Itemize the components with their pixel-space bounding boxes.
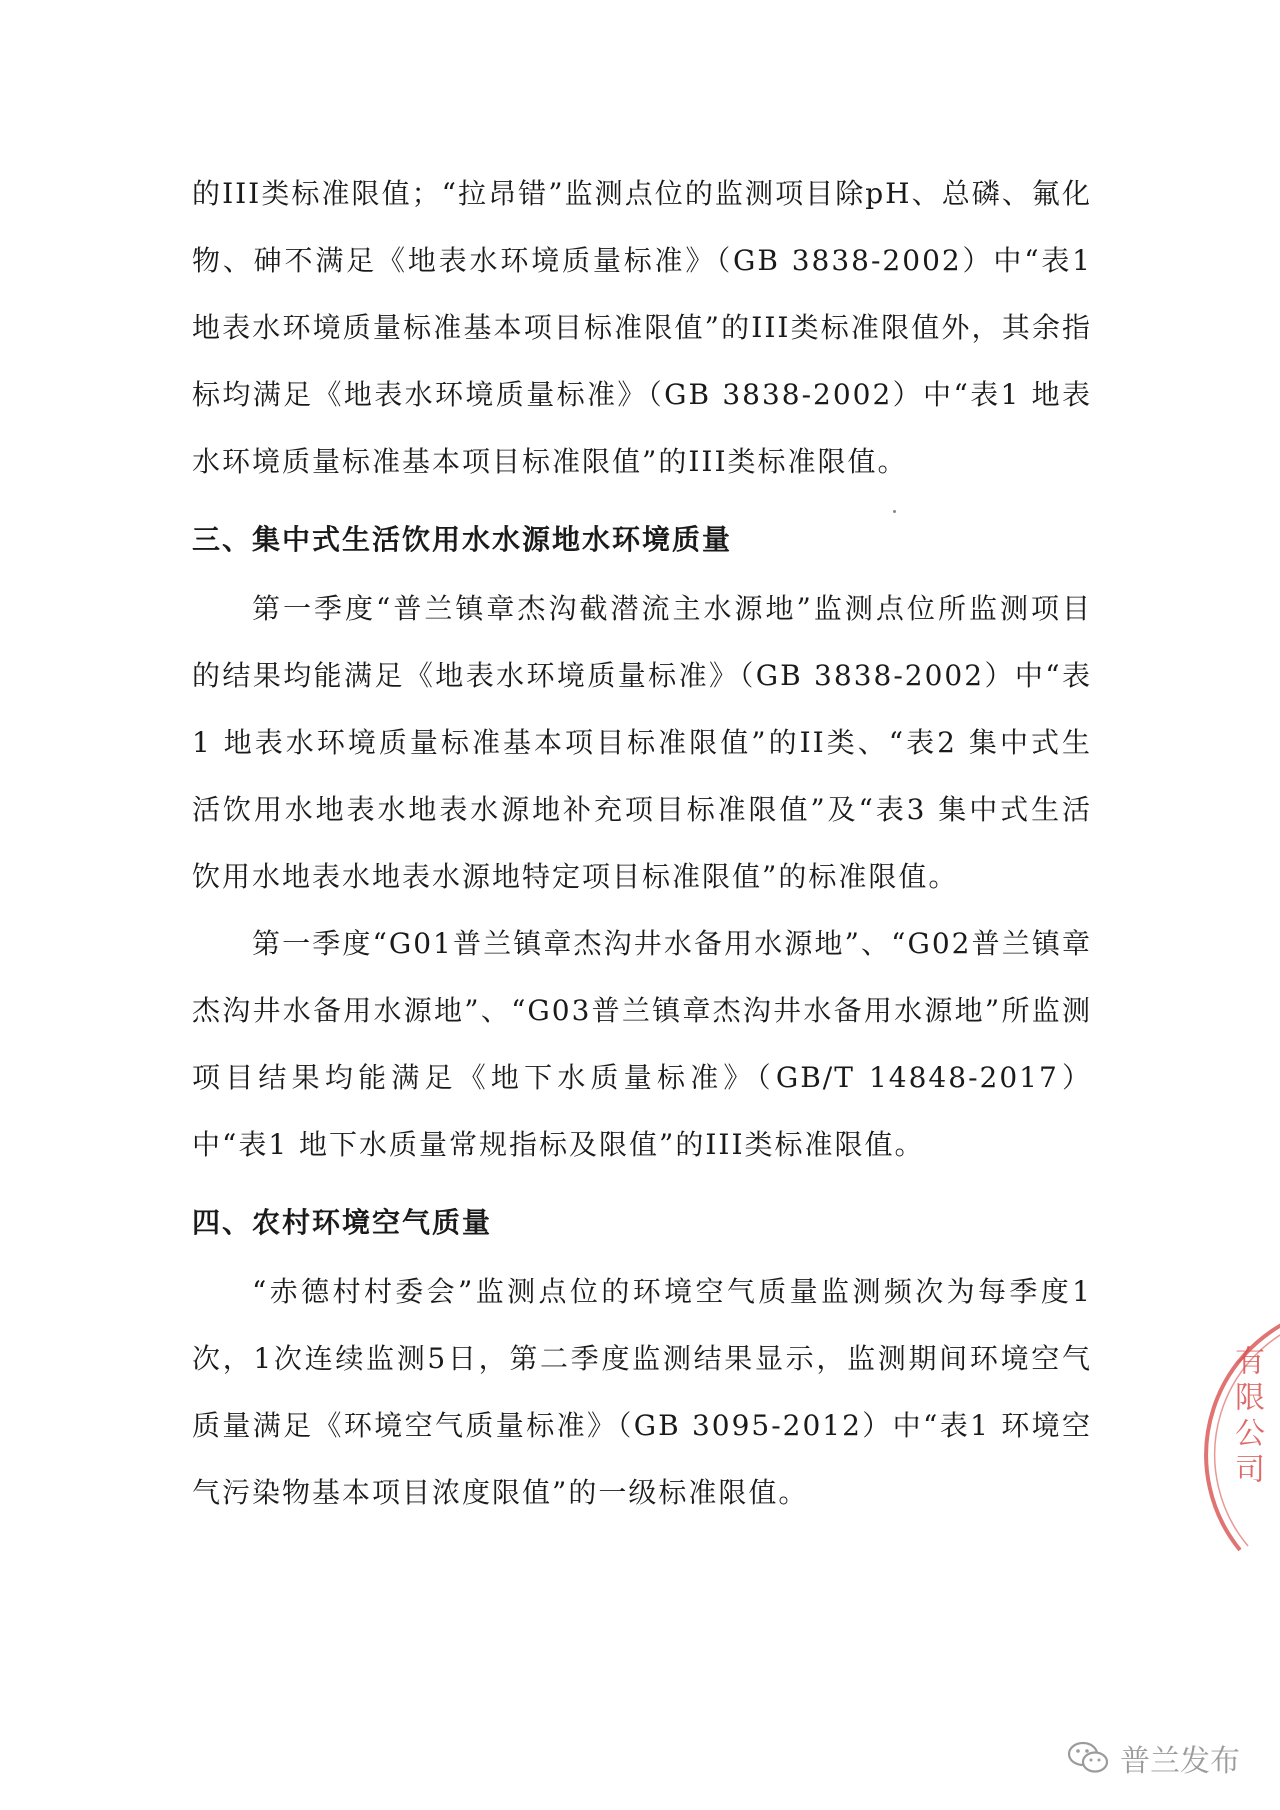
wechat-icon	[1066, 1740, 1110, 1776]
section-heading-rural-air-quality: 四、农村环境空气质量	[192, 1206, 493, 1239]
paragraph-main-water-source: 第一季度“普兰镇章杰沟截潜流主水源地”监测点位所监测项目的结果均能满足《地表水环境质量标准》（GB 3838-2002）中“表1 地表水环境质量标准基本项目标准限值”的II类、“表2 集中式生活饮用水地表水地表水源地补充项目标准限值”及“表3 集中式生活饮用水地表水地表水源地特定项目标准限值”的标准限值。	[192, 592, 1092, 893]
paragraph-surface-water-continued: 的III类标准限值；“拉昂错”监测点位的监测项目除pH、总磷、氟化物、砷不满足《地表水环境质量标准》（GB 3838-2002）中“表1 地表水环境质量标准基本项目标准限值”的III类标准限值外，其余指标均满足《地表水环境质量标准》（GB 3838-2002）中“表1 地表水环境质量标准基本项目标准限值”的III类标准限值。	[192, 177, 1092, 478]
scan-speck	[893, 510, 896, 513]
watermark-label: 普兰发布	[1120, 1744, 1240, 1779]
section-heading-drinking-water: 三、集中式生活饮用水水源地水环境质量	[192, 523, 733, 556]
watermark	[1066, 1736, 1240, 1780]
paragraph-backup-water-sources: 第一季度“G01普兰镇章杰沟井水备用水源地”、“G02普兰镇章杰沟井水备用水源地”、“G03普兰镇章杰沟井水备用水源地”所监测项目结果均能满足《地下水质量标准》（GB/T 14848-2017）中“表1 地下水质量常规指标及限值”的III类标准限值。	[192, 927, 1092, 1161]
paragraph-air-quality: “赤德村村委会”监测点位的环境空气质量监测频次为每季度1次，1次连续监测5日，第二季度监测结果显示，监测期间环境空气质量满足《环境空气质量标准》（GB 3095-2012）中“表1 环境空气污染物基本项目浓度限值”的一级标准限值。	[192, 1275, 1092, 1509]
seal-text: 有限公司	[1229, 1345, 1264, 1489]
document-body	[192, 160, 1092, 1526]
